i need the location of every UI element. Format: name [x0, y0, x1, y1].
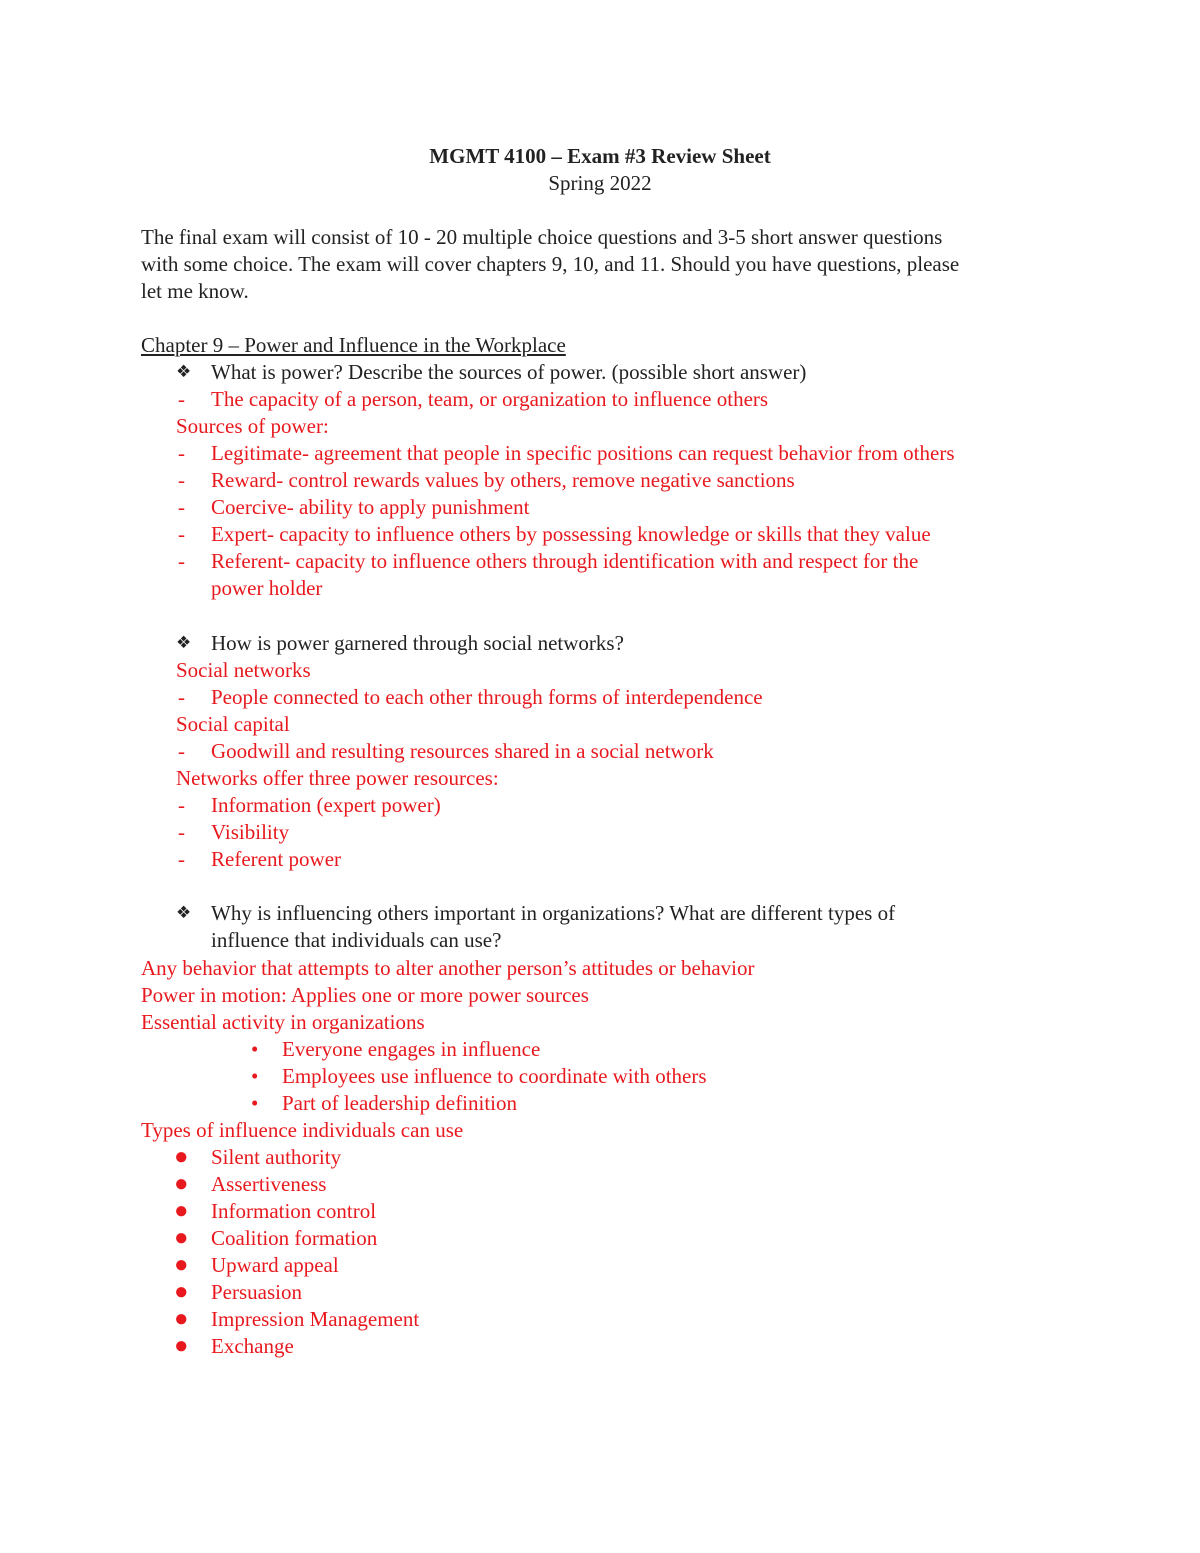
intro-line: let me know. — [141, 279, 249, 303]
answer-line: Any behavior that attempts to alter another person’s attitudes or behavior — [141, 956, 755, 980]
question: Why is influencing others important in organizations? What are different types of — [211, 901, 896, 925]
page-title: MGMT 4100 – Exam #3 Review Sheet — [429, 144, 771, 168]
answer-line: People connected to each other through forms of interdependence — [211, 685, 763, 709]
dash-bullet-icon: - — [178, 495, 185, 519]
intro-line: The final exam will consist of 10 - 20 multiple choice questions and 3-5 short answer questions — [141, 225, 943, 249]
question: How is power garnered through social networks? — [211, 631, 624, 655]
dash-bullet-icon: - — [178, 468, 185, 492]
dash-bullet-icon: - — [178, 441, 185, 465]
diamond-bullet-icon: ❖ — [176, 633, 192, 653]
bullet-icon: ● — [174, 1279, 189, 1305]
dash-bullet-icon: - — [178, 549, 185, 573]
answer-label: Networks offer three power resources: — [176, 766, 499, 790]
question: influence that individuals can use? — [211, 928, 502, 952]
list-item: Upward appeal — [211, 1253, 339, 1277]
dash-bullet-icon: - — [178, 820, 185, 844]
dash-bullet-icon: - — [178, 793, 185, 817]
list-item: Coercive- ability to apply punishment — [211, 495, 530, 519]
answer-line: Goodwill and resulting resources shared in a social network — [211, 739, 714, 763]
list-item: Referent power — [211, 847, 342, 871]
bullet-icon: • — [251, 1091, 259, 1115]
answer-line: Essential activity in organizations — [141, 1010, 425, 1034]
list-item: Impression Management — [211, 1307, 420, 1331]
list-item: Exchange — [211, 1334, 294, 1358]
answer-label: Social capital — [176, 712, 290, 736]
list-item: Information control — [211, 1199, 377, 1223]
bullet-icon: ● — [174, 1225, 189, 1251]
dash-bullet-icon: - — [178, 847, 185, 871]
bullet-icon: ● — [174, 1252, 189, 1278]
dash-bullet-icon: - — [178, 685, 185, 709]
bullet-icon: ● — [174, 1171, 189, 1197]
list-item: Referent- capacity to influence others through identification with and respect for the — [211, 549, 919, 573]
chapter-heading: Chapter 9 – Power and Influence in the Workplace — [141, 333, 566, 357]
list-item: Information (expert power) — [211, 793, 441, 817]
intro-line: with some choice. The exam will cover chapters 9, 10, and 11. Should you have questions, please — [141, 252, 960, 276]
answer-label: Sources of power: — [176, 414, 329, 438]
bullet-icon: ● — [174, 1306, 189, 1332]
bullet-icon: • — [251, 1064, 259, 1088]
dash-bullet-icon: - — [178, 739, 185, 763]
list-item: Everyone engages in influence — [282, 1037, 541, 1061]
list-item: Legitimate- agreement that people in specific positions can request behavior from others — [211, 441, 955, 465]
answer-line: Power in motion: Applies one or more power sources — [141, 983, 589, 1007]
answer-label: Types of influence individuals can use — [141, 1118, 464, 1142]
question: What is power? Describe the sources of power. (possible short answer) — [211, 360, 807, 384]
dash-bullet-icon: - — [178, 387, 185, 411]
list-item: Silent authority — [211, 1145, 342, 1169]
bullet-icon: ● — [174, 1198, 189, 1224]
list-item: Visibility — [211, 820, 290, 844]
page-subtitle: Spring 2022 — [548, 171, 652, 195]
bullet-icon: • — [251, 1037, 259, 1061]
diamond-bullet-icon: ❖ — [176, 362, 192, 382]
answer-label: Social networks — [176, 658, 311, 682]
list-item: Coalition formation — [211, 1226, 378, 1250]
bullet-icon: ● — [174, 1333, 189, 1359]
list-item-continuation: power holder — [211, 576, 323, 600]
diamond-bullet-icon: ❖ — [176, 903, 192, 923]
dash-bullet-icon: - — [178, 522, 185, 546]
list-item: Persuasion — [211, 1280, 302, 1304]
bullet-icon: ● — [174, 1144, 189, 1170]
list-item: Assertiveness — [211, 1172, 327, 1196]
list-item: Reward- control rewards values by others, remove negative sanctions — [211, 468, 795, 492]
list-item: Employees use influence to coordinate with others — [282, 1064, 707, 1088]
answer-line: The capacity of a person, team, or organization to influence others — [211, 387, 769, 411]
list-item: Expert- capacity to influence others by possessing knowledge or skills that they value — [211, 522, 931, 546]
list-item: Part of leadership definition — [282, 1091, 518, 1115]
